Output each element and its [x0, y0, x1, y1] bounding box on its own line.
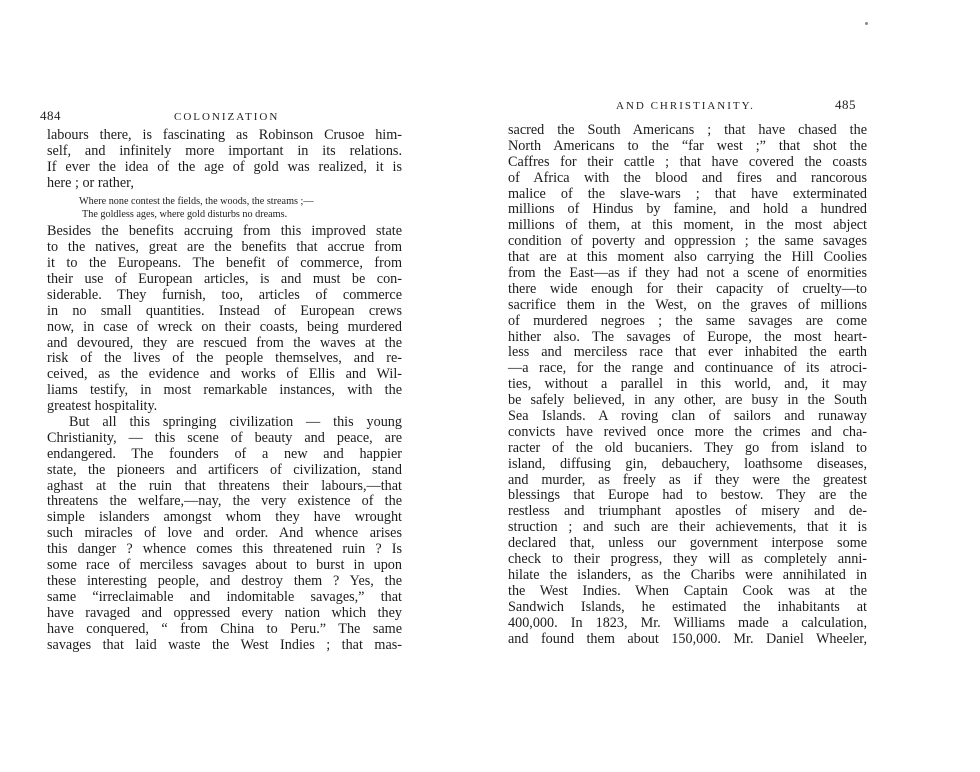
- text-line: —a race, for the range and continuance of its atroci-: [508, 360, 867, 377]
- text-line: Caffres for their cattle ; that have covered the coasts: [508, 153, 867, 170]
- text-line: of Africa with the blood and fires and rancorous: [508, 169, 867, 186]
- text-line: ceived, as the evidence and works of Ellis and Wil-: [47, 366, 402, 383]
- text-line: this danger ? whence comes this threatened ruin ? Is: [47, 541, 402, 558]
- text-line: of murdered negroes ; the same savages are come: [508, 312, 867, 329]
- text-line: and found them about 150,000. Mr. Daniel Wheeler,: [508, 630, 867, 647]
- right-running-head: AND CHRISTIANITY.: [616, 100, 755, 112]
- text-line: condition of poverty and oppression ; the same savages: [508, 233, 867, 250]
- text-line: to the natives, great are the benefits that accrue from: [47, 239, 402, 256]
- text-line: sacred the South Americans ; that have chased the: [508, 122, 867, 138]
- text-line: liams testify, in most remarkable instances, with the: [47, 382, 402, 399]
- text-line: here ; or rather,: [47, 174, 134, 191]
- text-line: these interesting people, and destroy them ? Yes, the: [47, 572, 402, 589]
- text-line: North Americans to the “far west ;” that shot the: [508, 137, 867, 154]
- text-line: hither also. The savages of Europe, the most heart-: [508, 328, 867, 345]
- text-line: Sandwich Islands, he estimated the inhabitants at: [508, 598, 867, 615]
- text-line: labours there, is fascinating as Robinson Crusoe him-: [47, 127, 402, 143]
- text-line: millions of them, at this moment, in the most abject: [508, 217, 867, 234]
- text-line: restless and triumphant apostles of misery and de-: [508, 503, 867, 520]
- text-line: endangered. The founders of a new and happier: [47, 445, 402, 462]
- text-line: island, diffusing gin, debauchery, loathsome diseases,: [508, 455, 867, 472]
- left-page-body: [47, 128, 402, 653]
- text-line: and devoured, they are rescued from the waves at the: [47, 334, 402, 351]
- text-line: their use of European articles, is and must be con-: [47, 271, 402, 288]
- text-line: sacrifice them in the West, on the graves of millions: [508, 296, 867, 313]
- text-line: risk of the lives of the people themselves, and re-: [47, 350, 402, 367]
- right-page: [490, 0, 980, 772]
- text-line: self, and infinitely more important in its relations.: [47, 142, 402, 159]
- text-line: simple islanders amongst whom they have wrought: [47, 509, 402, 526]
- text-line: and murder, as freely as if they were the greatest: [508, 471, 867, 488]
- text-line: struction ; and such are their achievements, that it is: [508, 519, 867, 536]
- verse-line: Where none contest the fields, the woods, the streams ;—: [79, 195, 314, 207]
- page-speck: [865, 22, 868, 25]
- text-line: malice of the slave-wars ; that have exterminated: [508, 185, 867, 202]
- text-line: check to their progress, they will as completely anni-: [508, 551, 867, 568]
- text-line: some race of merciless savages about to burst in upon: [47, 557, 402, 574]
- text-line: If ever the idea of the age of gold was realized, it is: [47, 158, 402, 175]
- text-line: there wide enough for their capacity of cruelty—to: [508, 280, 867, 297]
- text-line: savages that laid waste the West Indies ; that mas-: [47, 636, 402, 653]
- text-line: declared that, unless our government interpose some: [508, 535, 867, 552]
- text-line: threatens the welfare,—nay, the very existence of the: [47, 493, 402, 510]
- text-line: greatest hospitality.: [47, 398, 158, 415]
- verse-line: The goldless ages, where gold disturbs no dreams.: [82, 208, 288, 220]
- text-line: state, the pioneers and artificers of civilization, stand: [47, 461, 402, 478]
- right-page-body: [508, 123, 867, 647]
- text-line: that are at this moment also carrying the Hill Coolies: [508, 249, 867, 266]
- text-line: it to the Europeans. The benefit of commerce, from: [47, 255, 402, 272]
- text-line: be safely believed, in any other, are busy in the South: [508, 392, 867, 409]
- text-line: millions of Hindus by famine, and hold a hundred: [508, 201, 867, 218]
- text-line: in no small quantities. Instead of European crews: [47, 302, 402, 319]
- text-line: the West Indies. When Captain Cook was at the: [508, 582, 867, 599]
- text-line: But all this springing civilization — this young: [69, 414, 402, 431]
- text-line: convicts have revived once more the crimes and cha-: [508, 423, 867, 440]
- right-page-number: 485: [835, 97, 856, 112]
- text-line: racter of the old bucaniers. They go from island to: [508, 439, 867, 456]
- text-line: Besides the benefits accruing from this improved state: [47, 223, 402, 240]
- text-line: Christianity, — this scene of beauty and peace, are: [47, 429, 402, 446]
- left-page-number: 484: [40, 108, 61, 123]
- text-line: Sea Islands. A roving clan of sailors and runaway: [508, 408, 867, 425]
- text-line: 400,000. In 1823, Mr. Williams made a calculation,: [508, 614, 867, 631]
- text-line: such miracles of love and order. And whence arises: [47, 525, 402, 542]
- text-line: hilate the islanders, as the Charibs were annihilated in: [508, 566, 867, 583]
- text-line: from the East—as if they had not a scene of enormities: [508, 265, 867, 282]
- text-line: siderable. They furnish, too, articles of commerce: [47, 286, 402, 303]
- text-line: now, in case of wreck on their coasts, being murdered: [47, 318, 402, 335]
- text-line: ties, without a parallel in this world, and, it may: [508, 376, 867, 393]
- text-line: have conquered, “ from China to Peru.” The same: [47, 620, 402, 637]
- text-line: have ravaged and oppressed every nation which they: [47, 604, 402, 621]
- left-running-head: COLONIZATION: [174, 111, 280, 123]
- text-line: aghast at the ruin that threatens their labours,—that: [47, 477, 402, 494]
- text-line: same “irreclaimable and indomitable savages,” that: [47, 588, 402, 605]
- text-line: blessings that Europe had to bestow. They are the: [508, 487, 867, 504]
- text-line: less and merciless race that ever inhabited the earth: [508, 344, 867, 361]
